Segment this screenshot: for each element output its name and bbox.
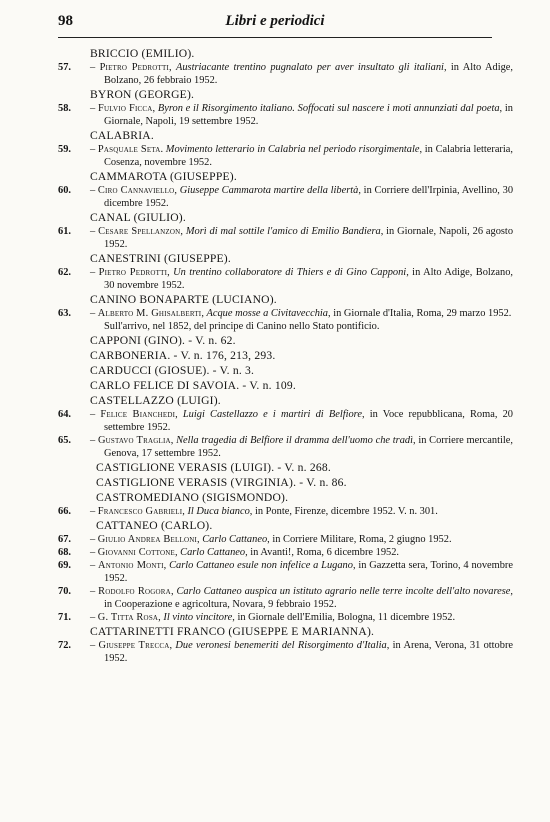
entry-dash: –	[90, 640, 99, 651]
bibliography-entry	[58, 546, 513, 559]
entry-separator: ,	[152, 103, 158, 114]
entry-publication: , in Ponte, Firenze, dicembre 1952. V. n. 301.	[249, 506, 438, 517]
entry-separator: ,	[196, 534, 203, 545]
entry-publication: , in Giornale d'Italia, Roma, 29 marzo 1952.	[328, 308, 512, 319]
entry-number: 70.	[58, 586, 71, 597]
entry-separator: ,	[180, 226, 186, 237]
entry-author: Pietro Pedrotti	[99, 62, 170, 73]
entry-author: Giovanni Cottone	[97, 547, 175, 558]
entry-title: Il vinto vincitore	[163, 612, 233, 623]
bibliography-entry	[58, 408, 513, 434]
subject-heading: CALABRIA.	[90, 129, 154, 142]
entry-dash: –	[90, 435, 98, 446]
entry-body	[90, 143, 513, 169]
entry-title: Carlo Cattaneo	[202, 534, 268, 545]
entry-separator: ,	[170, 435, 177, 446]
entry-number: 62.	[58, 267, 71, 278]
entry-title: Carlo Cattaneo esule non infelice a Lugano	[169, 560, 353, 571]
entry-publication: , in Corriere dell'Irpinia, Avellino, 30 dicembre 1952.	[104, 185, 514, 209]
entry-author: Pasquale Seta	[97, 144, 161, 155]
entry-number: 67.	[58, 534, 71, 545]
entry-body	[90, 546, 513, 559]
bibliography-entry	[58, 143, 513, 169]
subject-heading: CATTANEO (CARLO).	[96, 519, 213, 532]
entry-dash: –	[90, 506, 98, 517]
entry-dash: –	[90, 226, 99, 237]
bibliography-entry	[58, 533, 513, 546]
entry-dash: –	[90, 185, 98, 196]
page-number: 98	[58, 13, 73, 29]
entry-dash: –	[90, 612, 98, 623]
entry-number: 69.	[58, 560, 71, 571]
entry-body	[90, 434, 513, 460]
entry-author: Pietro Pedrotti	[98, 267, 168, 278]
entry-number: 72.	[58, 640, 71, 651]
entry-body	[90, 225, 513, 251]
subject-heading: CASTIGLIONE VERASIS (LUIGI). - V. n. 268.	[96, 461, 331, 474]
entry-separator: .	[160, 144, 166, 155]
entry-title: Acque mosse a Civitavecchia	[206, 308, 329, 319]
bibliography-entry	[58, 225, 513, 251]
entry-dash: –	[90, 586, 99, 597]
bibliography-entry	[58, 611, 513, 624]
entry-title: Luigi Castellazzo e i martiri di Belfiore	[182, 409, 362, 420]
subject-heading: CANAL (GIULIO).	[90, 211, 186, 224]
entry-author: Gustavo Traglia	[97, 435, 171, 446]
entry-body	[90, 559, 513, 585]
entry-body	[90, 408, 513, 434]
bibliography-entry	[58, 184, 513, 210]
subject-heading: CASTIGLIONE VERASIS (VIRGINIA). - V. n. 86.	[96, 476, 347, 489]
subject-heading: BRICCIO (EMILIO).	[90, 47, 195, 60]
entry-separator: ,	[167, 267, 174, 278]
entry-author: Cesare Spellanzon	[98, 226, 181, 237]
entry-body	[90, 307, 513, 320]
bibliography-entry	[58, 266, 513, 292]
entry-title: Giuseppe Cammarota martire della libertà	[179, 185, 359, 196]
subject-heading: CARLO FELICE DI SAVOIA. - V. n. 109.	[90, 379, 296, 392]
entry-number: 58.	[58, 103, 71, 114]
entry-title: Byron e il Risorgimento italiano. Soffocati sul nascere i moti annunziati dal poeta	[157, 103, 500, 114]
entry-author: Fulvio Ficca	[97, 103, 153, 114]
entry-title: Austriacante trentino pugnalato per aver insultato gli italiani	[176, 62, 444, 73]
entry-separator: ,	[169, 62, 176, 73]
entry-publication: , in Gazzetta sera, Torino, 4 novembre 1952.	[104, 560, 514, 584]
subject-heading: CAMMAROTA (GIUSEPPE).	[90, 170, 237, 183]
entry-number: 71.	[58, 612, 71, 623]
entry-publication: , in Avanti!, Roma, 6 dicembre 1952.	[245, 547, 399, 558]
entry-author: Felice Bianchedi	[100, 409, 176, 420]
entry-number: 59.	[58, 144, 71, 155]
entry-dash: –	[90, 560, 99, 571]
entry-number: 66.	[58, 506, 71, 517]
entry-title: Due veronesi benemeriti del Risorgimento d'Italia	[175, 640, 387, 651]
entry-author: Antonio Monti	[98, 560, 164, 571]
entry-separator: ,	[175, 409, 183, 420]
entry-separator: ,	[158, 612, 164, 623]
entry-author: Rodolfo Rogora	[98, 586, 171, 597]
subject-heading: BYRON (GEORGE).	[90, 88, 195, 101]
entry-publication: , in Corriere Militare, Roma, 2 giugno 1952.	[267, 534, 452, 545]
entry-publication: , in Corriere mercantile, Genova, 17 settembre 1952.	[104, 435, 513, 459]
entry-title: Carlo Cattaneo	[180, 547, 246, 558]
entry-publication: , in Cooperazione e agricoltura, Novara, 9 febbraio 1952.	[104, 586, 514, 610]
entry-number: 57.	[58, 62, 71, 73]
entry-body	[90, 585, 513, 611]
entry-dash: –	[90, 62, 100, 73]
subject-heading: CAPPONI (GINO). - V. n. 62.	[90, 334, 236, 347]
header-rule	[58, 37, 492, 38]
entry-dash: –	[90, 267, 99, 278]
running-title: Libri e periodici	[225, 13, 325, 29]
entry-author: Francesco Gabrieli	[97, 506, 183, 517]
entry-separator: ,	[169, 640, 176, 651]
entry-body	[90, 533, 513, 546]
entry-body	[90, 184, 513, 210]
entry-dash: –	[90, 534, 98, 545]
entry-author: Giuseppe Trecca	[98, 640, 170, 651]
entry-publication: , in Giornale, Napoli, 26 agosto 1952.	[104, 226, 514, 250]
entry-dash: –	[90, 308, 98, 319]
entry-dash: –	[90, 409, 101, 420]
entry-publication: , in Alto Adige, Bolzano, 30 novembre 1952.	[104, 267, 513, 291]
entry-body	[90, 102, 513, 128]
subject-heading: CARBONERIA. - V. n. 176, 213, 293.	[90, 349, 276, 362]
entry-note: Sull'arrivo, nel 1852, del principe di Canino nello Stato pontificio.	[104, 321, 380, 332]
bibliography-list	[58, 46, 513, 665]
entry-number: 64.	[58, 409, 71, 420]
entry-title: Un trentino collaboratore di Thiers e di Gino Capponi	[173, 267, 407, 278]
entry-number: 60.	[58, 185, 71, 196]
entry-separator: ,	[174, 185, 180, 196]
entry-body	[90, 266, 513, 292]
entry-number: 68.	[58, 547, 71, 558]
subject-heading: CARDUCCI (GIOSUE). - V. n. 3.	[90, 364, 255, 377]
entry-number: 63.	[58, 308, 71, 319]
bibliography-entry	[58, 559, 513, 585]
entry-separator: ,	[182, 506, 188, 517]
entry-title: Carlo Cattaneo auspica un istituto agrario nelle terre incolte dell'alto novarese	[176, 586, 511, 597]
entry-publication: , in Voce repubblicana, Roma, 20 settembre 1952.	[104, 409, 513, 433]
entry-publication: , in Calabria letteraria, Cosenza, novembre 1952.	[104, 144, 513, 168]
bibliography-entry	[58, 102, 513, 128]
subject-heading: CANINO BONAPARTE (LUCIANO).	[90, 293, 277, 306]
entry-title: Morì di mal sottile l'amico di Emilio Bandiera	[185, 226, 381, 237]
entry-publication: , in Arena, Verona, 31 ottobre 1952.	[104, 640, 514, 664]
subject-heading: CANESTRINI (GIUSEPPE).	[90, 252, 231, 265]
entry-dash: –	[90, 103, 98, 114]
entry-separator: ,	[163, 560, 170, 571]
subject-heading: CASTELLAZZO (LUIGI).	[90, 394, 221, 407]
entry-title: Movimento letterario in Calabria nel periodo risorgimentale	[165, 144, 420, 155]
entry-separator: ,	[170, 586, 177, 597]
bibliography-entry	[58, 639, 513, 665]
running-header	[58, 13, 492, 37]
bibliography-entry	[58, 505, 513, 518]
entry-body	[90, 61, 513, 87]
entry-body	[90, 505, 513, 518]
entry-dash: –	[90, 144, 98, 155]
entry-publication: , in Giornale dell'Emilia, Bologna, 11 dicembre 1952.	[232, 612, 456, 623]
subject-heading: CATTARINETTI FRANCO (GIUSEPPE E MARIANNA).	[90, 625, 375, 638]
entry-author: Giulio Andrea Belloni	[97, 534, 197, 545]
entry-separator: ,	[201, 308, 207, 319]
entry-publication: , in Alto Adige, Bolzano, 26 febbraio 1952.	[104, 62, 514, 86]
entry-dash: –	[90, 547, 98, 558]
entry-title: Il Duca bianco	[187, 506, 250, 517]
subject-heading: CASTROMEDIANO (SIGISMONDO).	[96, 491, 289, 504]
entry-body	[90, 639, 513, 665]
bibliography-entry	[58, 307, 513, 320]
entry-title: Nella tragedia di Belfiore il dramma dell'uomo che tradì	[176, 435, 413, 446]
entry-author: Alberto M. Ghisalberti	[97, 308, 202, 319]
bibliography-entry	[58, 585, 513, 611]
entry-author: Ciro Cannaviello	[97, 185, 175, 196]
entry-number: 65.	[58, 435, 71, 446]
entry-separator: ,	[174, 547, 181, 558]
entry-author: G. Titta Rosa	[97, 612, 159, 623]
bibliography-entry	[58, 61, 513, 87]
entry-publication: , in Giornale, Napoli, 19 settembre 1952.	[104, 103, 513, 127]
entry-number: 61.	[58, 226, 71, 237]
entry-body	[90, 611, 513, 624]
bibliography-entry	[58, 434, 513, 460]
